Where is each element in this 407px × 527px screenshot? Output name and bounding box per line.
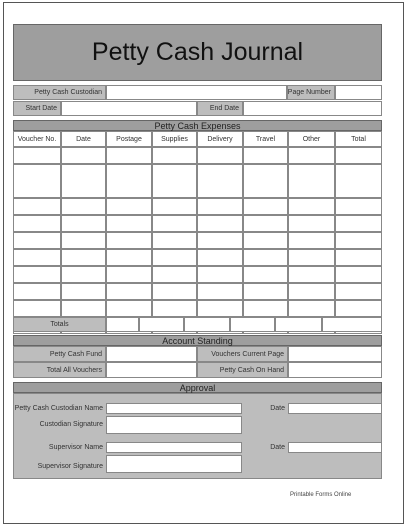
table-cell[interactable] — [152, 147, 197, 164]
table-cell[interactable] — [243, 232, 288, 249]
table-cell[interactable] — [197, 283, 243, 300]
totals-cell[interactable] — [275, 317, 322, 332]
table-cell[interactable] — [288, 198, 335, 215]
total-all-vouchers-field[interactable] — [106, 362, 197, 378]
end-date-field[interactable] — [243, 101, 382, 116]
table-cell[interactable] — [288, 232, 335, 249]
end-date-label: End Date — [197, 101, 243, 116]
custodian-label: Petty Cash Custodian — [13, 85, 106, 100]
account-standing-title: Account Standing — [13, 335, 382, 346]
table-cell[interactable] — [197, 266, 243, 283]
supervisor-signature-field[interactable] — [106, 455, 242, 473]
table-cell[interactable] — [61, 232, 106, 249]
table-cell[interactable] — [13, 300, 61, 317]
supervisor-name-label: Supervisor Name — [48, 444, 103, 451]
custodian-name-field[interactable] — [106, 403, 242, 414]
table-cell[interactable] — [288, 300, 335, 317]
table-cell[interactable] — [243, 215, 288, 232]
table-cell[interactable] — [13, 198, 61, 215]
table-cell[interactable] — [335, 283, 382, 300]
col-date: Date — [61, 131, 106, 147]
col-total: Total — [335, 131, 382, 147]
table-row — [13, 215, 382, 232]
totals-cell[interactable] — [230, 317, 275, 332]
table-cell[interactable] — [152, 215, 197, 232]
table-cell[interactable] — [288, 147, 335, 164]
page-number-label: Page Number — [287, 85, 335, 100]
totals-cell[interactable] — [184, 317, 230, 332]
table-cell[interactable] — [106, 198, 152, 215]
table-cell[interactable] — [197, 249, 243, 266]
table-cell[interactable] — [13, 147, 61, 164]
table-row — [13, 266, 382, 283]
col-postage: Postage — [106, 131, 152, 147]
totals-cell[interactable] — [106, 317, 139, 332]
table-cell[interactable] — [335, 266, 382, 283]
table-cell[interactable] — [106, 283, 152, 300]
page-title: Petty Cash Journal — [13, 24, 382, 81]
col-travel: Travel — [243, 131, 288, 147]
table-cell[interactable] — [243, 300, 288, 317]
footer-credit: Printable Forms Online — [290, 492, 352, 498]
table-cell[interactable] — [106, 266, 152, 283]
table-row — [13, 164, 382, 198]
table-cell[interactable] — [197, 147, 243, 164]
table-cell[interactable] — [197, 198, 243, 215]
start-date-label: Start Date — [13, 101, 61, 116]
expenses-header-row — [13, 131, 382, 147]
table-cell[interactable] — [106, 249, 152, 266]
table-cell[interactable] — [335, 215, 382, 232]
table-cell[interactable] — [152, 164, 197, 198]
table-cell[interactable] — [61, 300, 106, 317]
custodian-field[interactable] — [106, 85, 287, 100]
table-cell[interactable] — [61, 147, 106, 164]
table-cell[interactable] — [152, 300, 197, 317]
custodian-signature-field[interactable] — [106, 416, 242, 434]
table-cell[interactable] — [106, 215, 152, 232]
total-all-vouchers-label: Total All Vouchers — [13, 362, 106, 378]
table-cell[interactable] — [335, 147, 382, 164]
table-cell[interactable] — [243, 198, 288, 215]
table-cell[interactable] — [288, 283, 335, 300]
col-voucher-no: Voucher No. — [13, 131, 61, 147]
col-other: Other — [288, 131, 335, 147]
totals-cell[interactable] — [139, 317, 184, 332]
totals-cell[interactable] — [322, 317, 382, 332]
table-cell[interactable] — [197, 164, 243, 198]
vouchers-current-page-field[interactable] — [288, 346, 382, 362]
table-cell[interactable] — [152, 266, 197, 283]
table-row — [13, 249, 382, 266]
custodian-name-label: Petty Cash Custodian Name — [14, 405, 103, 412]
table-cell[interactable] — [13, 283, 61, 300]
table-cell[interactable] — [335, 198, 382, 215]
petty-cash-fund-label: Petty Cash Fund — [13, 346, 106, 362]
table-cell[interactable] — [61, 164, 106, 198]
table-cell[interactable] — [335, 249, 382, 266]
petty-cash-on-hand-field[interactable] — [288, 362, 382, 378]
table-cell[interactable] — [61, 249, 106, 266]
table-cell[interactable] — [61, 266, 106, 283]
start-date-field[interactable] — [61, 101, 197, 116]
table-cell[interactable] — [106, 147, 152, 164]
totals-label: Totals — [13, 317, 106, 332]
date-field-2[interactable] — [288, 442, 382, 453]
expenses-section-title: Petty Cash Expenses — [13, 120, 382, 131]
table-cell[interactable] — [13, 266, 61, 283]
table-cell[interactable] — [288, 164, 335, 198]
expenses-table-body — [13, 147, 382, 317]
date-label-2: Date — [270, 444, 285, 451]
page-number-field[interactable] — [335, 85, 382, 100]
col-delivery: Delivery — [197, 131, 243, 147]
table-cell[interactable] — [106, 232, 152, 249]
table-cell[interactable] — [197, 215, 243, 232]
table-cell[interactable] — [288, 215, 335, 232]
table-cell[interactable] — [243, 249, 288, 266]
table-cell[interactable] — [335, 232, 382, 249]
table-cell[interactable] — [243, 283, 288, 300]
table-cell[interactable] — [335, 300, 382, 317]
table-cell[interactable] — [288, 266, 335, 283]
custodian-signature-label: Custodian Signature — [39, 420, 103, 428]
table-cell[interactable] — [13, 215, 61, 232]
table-cell[interactable] — [152, 198, 197, 215]
date-field-1[interactable] — [288, 403, 382, 414]
table-cell[interactable] — [61, 283, 106, 300]
table-cell[interactable] — [61, 215, 106, 232]
totals-row — [106, 317, 382, 332]
table-cell[interactable] — [197, 232, 243, 249]
table-cell[interactable] — [152, 249, 197, 266]
petty-cash-on-hand-label: Petty Cash On Hand — [197, 362, 288, 378]
supervisor-signature-label: Supervisor Signature — [37, 462, 103, 470]
supervisor-name-field[interactable] — [106, 442, 242, 453]
table-cell[interactable] — [152, 232, 197, 249]
table-row — [13, 300, 382, 317]
table-cell[interactable] — [243, 147, 288, 164]
table-cell[interactable] — [288, 249, 335, 266]
table-row — [13, 147, 382, 164]
table-cell[interactable] — [13, 232, 61, 249]
approval-title: Approval — [13, 382, 382, 393]
table-cell[interactable] — [243, 164, 288, 198]
table-row — [13, 283, 382, 300]
col-supplies: Supplies — [152, 131, 197, 147]
table-cell[interactable] — [61, 198, 106, 215]
vouchers-current-page-label: Vouchers Current Page — [197, 346, 288, 362]
petty-cash-fund-field[interactable] — [106, 346, 197, 362]
table-cell[interactable] — [197, 300, 243, 317]
table-cell[interactable] — [106, 300, 152, 317]
table-cell[interactable] — [243, 266, 288, 283]
table-cell[interactable] — [13, 164, 61, 198]
date-label-1: Date — [270, 405, 285, 412]
table-row — [13, 198, 382, 215]
table-cell[interactable] — [106, 164, 152, 198]
table-row — [13, 232, 382, 249]
table-cell[interactable] — [13, 249, 61, 266]
table-cell[interactable] — [152, 283, 197, 300]
table-cell[interactable] — [335, 164, 382, 198]
